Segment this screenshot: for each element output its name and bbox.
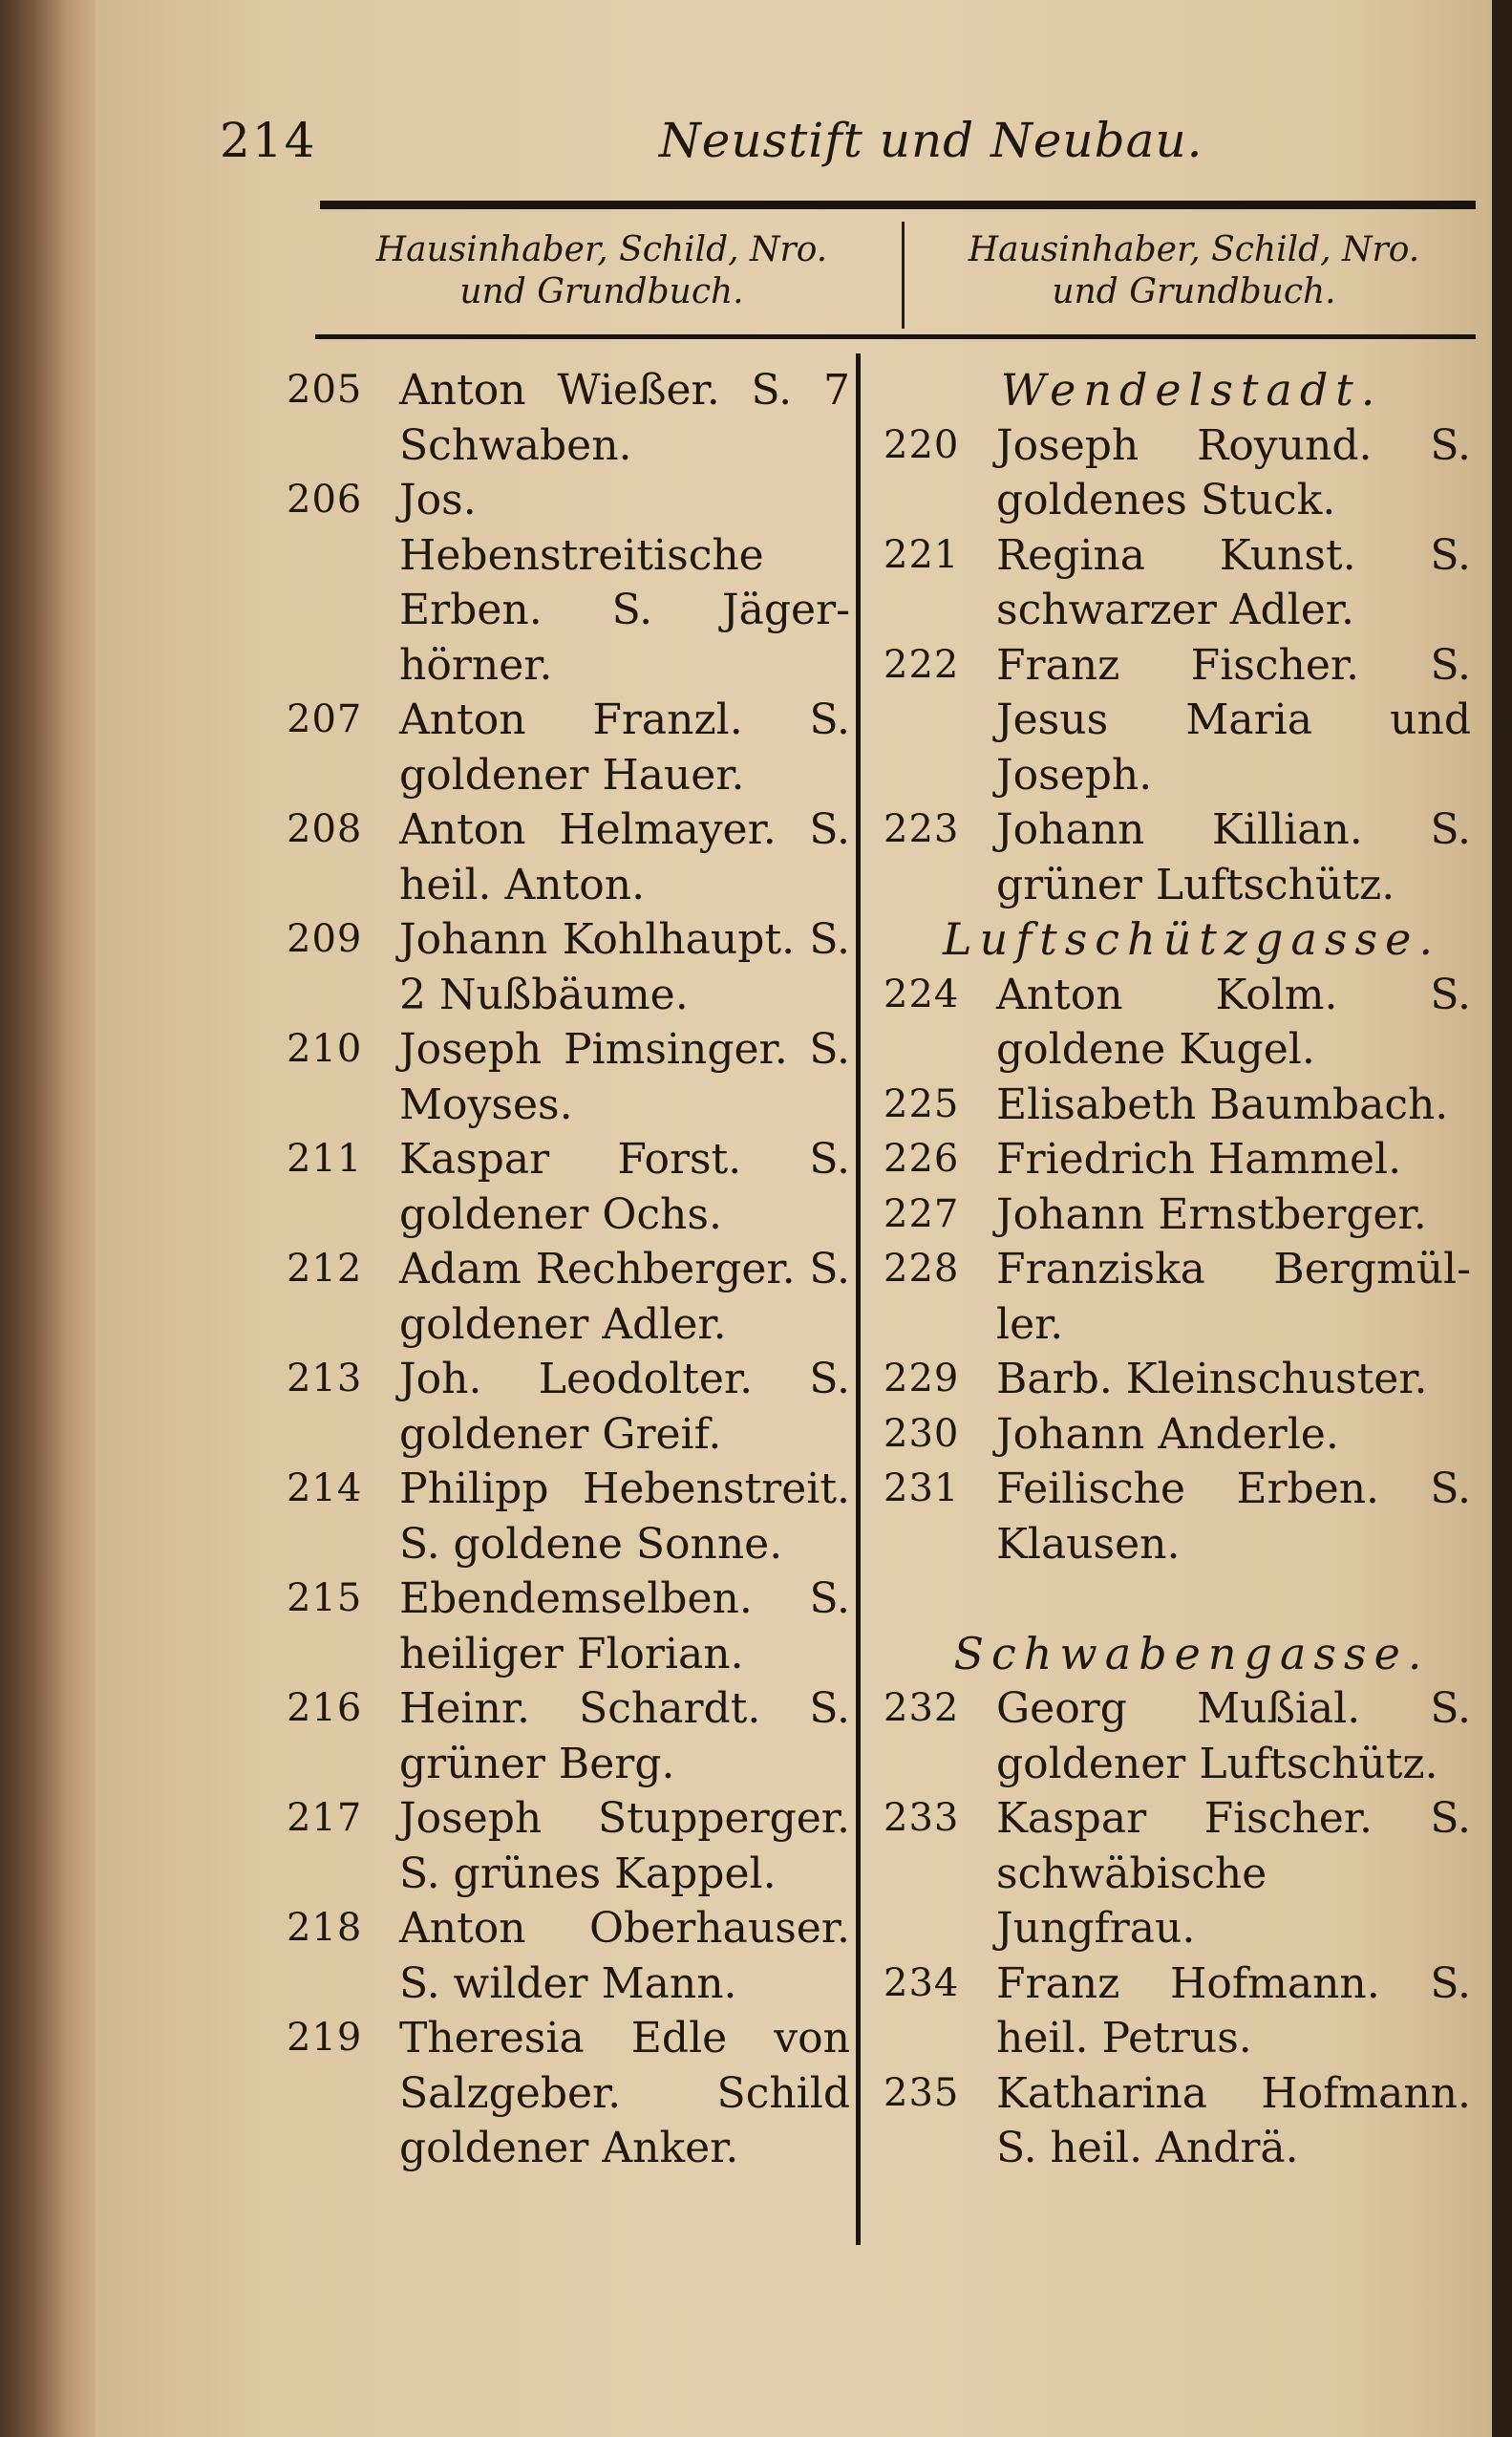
house-number: 213 — [287, 1357, 363, 1400]
list-item — [884, 968, 1471, 1078]
list-item — [884, 1132, 1471, 1187]
house-number: 231 — [884, 1466, 960, 1510]
list-item — [884, 2066, 1471, 2176]
entry-text: Johann Anderle. — [996, 1409, 1339, 1459]
entry-text: Kaspar Forst. S. goldener Ochs. — [399, 1135, 850, 1239]
page-header — [220, 113, 1461, 189]
right-column — [884, 363, 1471, 2176]
house-number: 206 — [287, 478, 363, 522]
list-item — [884, 1956, 1471, 2066]
house-number: 210 — [287, 1027, 363, 1071]
list-item — [884, 1078, 1471, 1133]
column-heading-line: Hausinhaber, Schild, Nro. — [375, 230, 828, 269]
column-heading-line: und Grundbuch. — [1052, 272, 1336, 311]
list-item — [287, 802, 850, 912]
list-item — [287, 912, 850, 1022]
entry-text: Philipp Hebenstreit. S. goldene Sonne. — [399, 1464, 850, 1569]
section-heading-schwabengasse: Schwabengasse. — [953, 1627, 1430, 1679]
column-heading-line: und Grundbuch. — [459, 272, 744, 311]
list-item — [884, 638, 1471, 803]
house-number: 216 — [287, 1686, 363, 1730]
entry-text: Franz Fischer. S. Jesus Maria und Joseph. — [996, 640, 1471, 800]
entry-text: Joseph Pimsinger. S. Moyses. — [399, 1025, 850, 1129]
house-number: 230 — [884, 1411, 960, 1456]
entry-text: Franziska Bergmül-ler. — [996, 1245, 1471, 1349]
list-item — [884, 1242, 1471, 1352]
entry-text: Anton Kolm. S. goldene Kugel. — [996, 970, 1471, 1074]
list-item — [287, 363, 850, 473]
section-heading-wendelstadt: Wendelstadt. — [1000, 364, 1383, 416]
column-heading-right — [907, 229, 1480, 315]
dark-background-edge — [1492, 0, 1512, 2437]
list-item — [884, 1187, 1471, 1243]
list-item — [287, 2011, 850, 2176]
section-gap — [884, 1571, 1471, 1627]
entry-text: Johann Kohlhaupt. S. 2 Nußbäume. — [399, 915, 850, 1019]
house-number: 212 — [287, 1247, 363, 1291]
column-heading-left — [315, 229, 888, 315]
house-number: 223 — [884, 807, 960, 851]
list-item — [287, 1571, 850, 1681]
house-number: 207 — [287, 697, 363, 741]
list-item — [287, 693, 850, 802]
entry-text: Regina Kunst. S. schwarzer Adler. — [996, 530, 1471, 634]
list-item — [287, 473, 850, 693]
house-number: 226 — [884, 1137, 960, 1181]
list-item — [287, 1462, 850, 1571]
list-item — [287, 1132, 850, 1242]
entry-text: Johann Killian. S. grüner Luftschütz. — [996, 805, 1471, 909]
house-number: 208 — [287, 807, 363, 851]
list-item — [287, 1242, 850, 1352]
house-number: 215 — [287, 1576, 363, 1620]
page-number: 214 — [220, 113, 317, 168]
house-number: 234 — [884, 1960, 960, 2005]
list-item — [884, 1681, 1471, 1791]
entry-text: Friedrich Hammel. — [996, 1135, 1402, 1184]
entry-text: Joh. Leodolter. S. goldener Greif. — [399, 1355, 850, 1459]
entry-text: Franz Hofmann. S. heil. Petrus. — [996, 1958, 1471, 2063]
entry-text: Katharina Hofmann. S. heil. Andrä. — [996, 2068, 1471, 2172]
house-number: 228 — [884, 1247, 960, 1291]
entry-text: Barb. Kleinschuster. — [996, 1355, 1428, 1403]
entry-text: Ebendemselben. S. heiliger Florian. — [399, 1574, 850, 1678]
list-item — [884, 418, 1471, 528]
entry-text: Heinr. Schardt. S. grüner Berg. — [399, 1684, 850, 1788]
house-number: 218 — [287, 1906, 363, 1950]
header-rule — [320, 201, 1476, 209]
house-number: 232 — [884, 1686, 960, 1730]
running-title: Neustift und Neubau. — [659, 113, 1203, 168]
list-item — [884, 528, 1471, 638]
entry-text: Feilische Erben. S. Klausen. — [996, 1464, 1471, 1569]
list-item — [287, 1352, 850, 1462]
entry-text: Jos. Hebenstreitische Erben. S. Jäger-hörner. — [399, 476, 850, 690]
house-number: 209 — [287, 917, 363, 961]
list-item — [884, 802, 1471, 912]
entry-text: Elisabeth Baumbach. — [996, 1080, 1449, 1129]
entry-text: Anton Wießer. S. 7 Schwaben. — [399, 366, 850, 470]
entry-text: Johann Ernstberger. — [996, 1189, 1427, 1239]
list-item — [884, 1462, 1471, 1571]
book-binding-edge — [0, 0, 96, 2437]
house-number: 235 — [884, 2070, 960, 2115]
list-item — [884, 1791, 1471, 1956]
entry-text: Anton Helmayer. S. heil. Anton. — [399, 805, 850, 909]
house-number: 229 — [884, 1357, 960, 1400]
entry-text: Anton Franzl. S. goldener Hauer. — [399, 695, 850, 800]
list-item — [287, 1022, 850, 1132]
column-heading-rule — [315, 334, 1476, 339]
list-item — [287, 1791, 850, 1901]
entry-text: Joseph Stupperger. S. grünes Kappel. — [399, 1794, 850, 1898]
column-heading-line: Hausinhaber, Schild, Nro. — [968, 230, 1420, 269]
house-number: 221 — [884, 532, 960, 577]
column-heading-divider — [902, 222, 905, 329]
left-column — [287, 363, 850, 2176]
house-number: 233 — [884, 1796, 960, 1840]
section-heading-luftschuetzgasse: Luftschützgasse. — [943, 913, 1440, 965]
house-number: 224 — [884, 972, 960, 1016]
house-number: 225 — [884, 1081, 960, 1126]
list-item — [884, 1407, 1471, 1463]
entry-text: Georg Mußial. S. goldener Luftschütz. — [996, 1684, 1471, 1788]
entry-text: Joseph Royund. S. goldenes Stuck. — [996, 420, 1471, 524]
house-number: 217 — [287, 1796, 363, 1840]
list-item — [287, 1901, 850, 2011]
list-item — [884, 1352, 1471, 1407]
house-number: 205 — [287, 368, 363, 412]
house-number: 222 — [884, 642, 960, 687]
entry-text: Theresia Edle von Salzgeber. Schild goldener Anker. — [399, 2014, 850, 2172]
entry-text: Adam Rechberger. S. goldener Adler. — [399, 1245, 850, 1349]
house-number: 227 — [884, 1191, 960, 1236]
entry-text: Kaspar Fischer. S. schwäbische Jungfrau. — [996, 1794, 1471, 1953]
house-number: 211 — [287, 1137, 363, 1181]
entry-text: Anton Oberhauser. S. wilder Mann. — [399, 1904, 850, 2008]
house-number: 220 — [884, 422, 960, 467]
house-number: 219 — [287, 2016, 363, 2060]
house-number: 214 — [287, 1466, 363, 1510]
list-item — [287, 1681, 850, 1791]
column-divider — [856, 353, 861, 2245]
